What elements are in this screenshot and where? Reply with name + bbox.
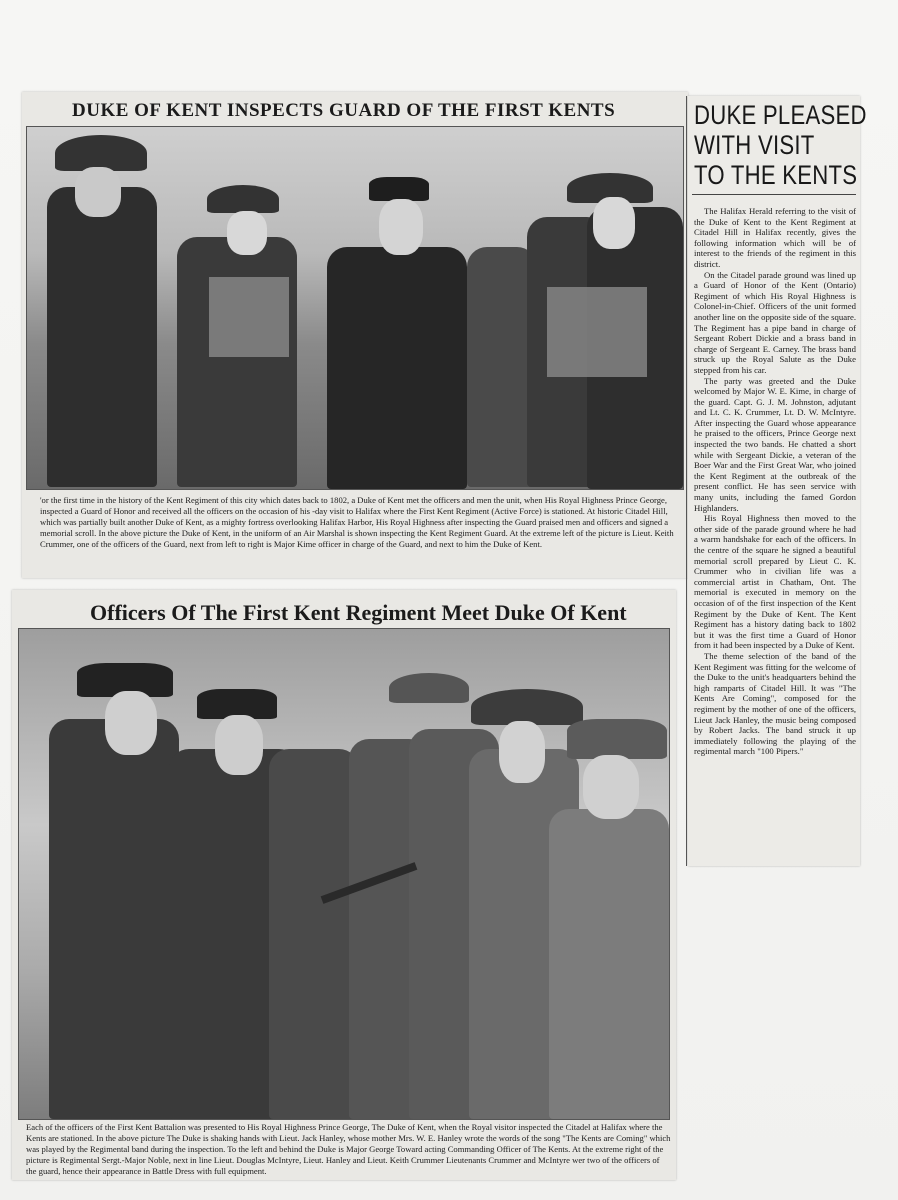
face-shape [379,199,423,255]
face-shape [583,755,639,819]
clipping-2-headline: Officers Of The First Kent Regiment Meet Duke Of Kent [90,600,627,625]
column-divider [686,96,687,866]
face-shape [227,211,267,255]
helmet-shape [207,185,279,213]
photo-duke-inspects-guard [26,126,684,490]
face-shape [215,715,263,775]
column-headline-line: WITH VISIT [694,130,815,160]
clipping-column-article [688,96,867,866]
photo-officers-meet-duke [18,628,670,1120]
face-shape [105,691,157,755]
column-paragraph: His Royal Highness then moved to the other side of the parade ground where he had a warm handshake for each of the officers. In the centre of the square he signed a beautiful memorial scroll prepared by Lieut C. K. Crummer who in civilian life was a commercial artist in Chatham, Ont. The memorial is executed in memory on the occasion of of the first inspection of the Kent Regiment by the Duke of Kent. The Kent Regiment has a history dating back to 1802 but it was the first time a Guard of Honor from it had been inspected by a Duke of Kent. [694,513,856,651]
column-paragraph: The Halifax Herald referring to the visit of the Duke of Kent to the Kent Regiment at Citadel Hill in Halifax recently, gives the following information which will be of interest to the friends of the regiment in this district. [694,206,856,269]
column-paragraph: On the Citadel parade ground was lined up a Guard of Honor of the Kent (Ontario) Regiment of which His Royal Highness is Colonel-in-Chief. Officers of the unit formed another line on the opposite side of the square. The Regiment has a pipe band in charge of Sergeant Robert Dickie and a brass band in charge of Sergeant E. Carney. The brass band struck up the Royal Salute as the Duke stepped from his car. [694,269,856,375]
clipping-1-caption: 'or the first time in the history of the Kent Regiment of this city which dates back to 1802, a Duke of Kent met the officers and men the unit, when His Royal Highness Prince George, inspected a Guard of Honor and received all the officers on the occasion of his -day visit to Halifax where the First Kent Regiment (Active Force) is stationed. At historic Citadel Hill, which was partially built another Duke of Kent, as a mighty fortress overlooking Halifax Harbor, His Royal Highness after inspecting the Guard praised men and officers and signed a memorial scroll. In the above picture the Duke of Kent, in the uniform of an Air Marshal is shown inspecting the Kent Regiment Guard. At the extreme left of the picture is Lieut. Keith Crummer, one of the officers of the Guard, next from left to right is Major Kime officer in charge of the Guard, and next to him the Duke of Kent. [40,495,674,549]
webbing-pack [209,277,289,357]
clipping-1-headline: DUKE OF KENT INSPECTS GUARD OF THE FIRST KENTS [72,100,616,121]
clipping-guard-inspection [22,92,688,578]
duke-figure [327,247,467,489]
officer-figure [269,749,359,1119]
column-headline [694,100,867,190]
column-rule [692,194,856,195]
face-shape [593,197,635,249]
sergeant-figure [549,809,669,1119]
officer-cap-shape [567,719,667,759]
face-shape [75,167,121,217]
column-paragraph: The theme selection of the band of the Kent Regiment was fitting for the welcome of the Duke to the unit's headquarters behind the high ramparts of Citadel Hill. It was "The Kents Are Coming", composed for the regiment by the mother of one of the officers, Lieut Jack Hanley, the music being composed by Robert Jacks. The band struck it up immediately following the playing of the regimental march "100 Pipers." [694,650,856,757]
officer-figure [49,719,179,1119]
clipping-officers-meet-duke [12,590,676,1180]
face-shape [499,721,545,783]
officer-cap-shape [369,177,429,201]
column-headline-line: DUKE PLEASED [694,100,867,130]
webbing-pack [547,287,647,377]
helmet-shape [55,135,147,171]
helmet-shape [389,673,469,703]
column-headline-line: TO THE KENTS [694,160,858,190]
clipping-2-caption: Each of the officers of the First Kent Battalion was presented to His Royal Highness Prince George, The Duke of Kent, when the Royal visitor inspected the Citadel at Halifax where the Kents are stationed. In the above picture The Duke is shaking hands with Lieut. Jack Hanley, whose mother Mrs. W. E. Hanley wrote the words of the song "The Kents are Coming" which was played by the Regimental band during the inspection. To the left and behind the Duke is Major George Toward acting Commanding Officer of The Kents. At the extreme right of the picture is Regimental Sergt.-Major Noble, next in line Lieut. Douglas McIntyre, Lieut. Hanley and Lieut. Keith Crummer Lieutenants Crummer and McIntyre wer two of the officers of the guard, hence their appearance in Battle Dress with full equipment. [26,1122,671,1176]
column-body [694,206,856,757]
soldier-figure [47,187,157,487]
column-paragraph: The party was greeted and the Duke welcomed by Major W. E. Kime, in charge of the guard. Capt. G. J. M. Johnston, adjutant and Lt. C. K. Crummer, Lt. D. W. McIntyre. After inspecting the Guard whose appearance he praised to the officers, Prince George next inspected the two bands. He chatted a short while with Sergeant Dickie, a veteran of the Boer War and the First Great War, who joined the Kent Regiment at the outbreak of the present conflict. He has seen service with many units, including the famed Gordon Highlanders. [694,375,856,513]
soldier-figure [177,237,297,487]
helmet-shape [471,689,583,725]
